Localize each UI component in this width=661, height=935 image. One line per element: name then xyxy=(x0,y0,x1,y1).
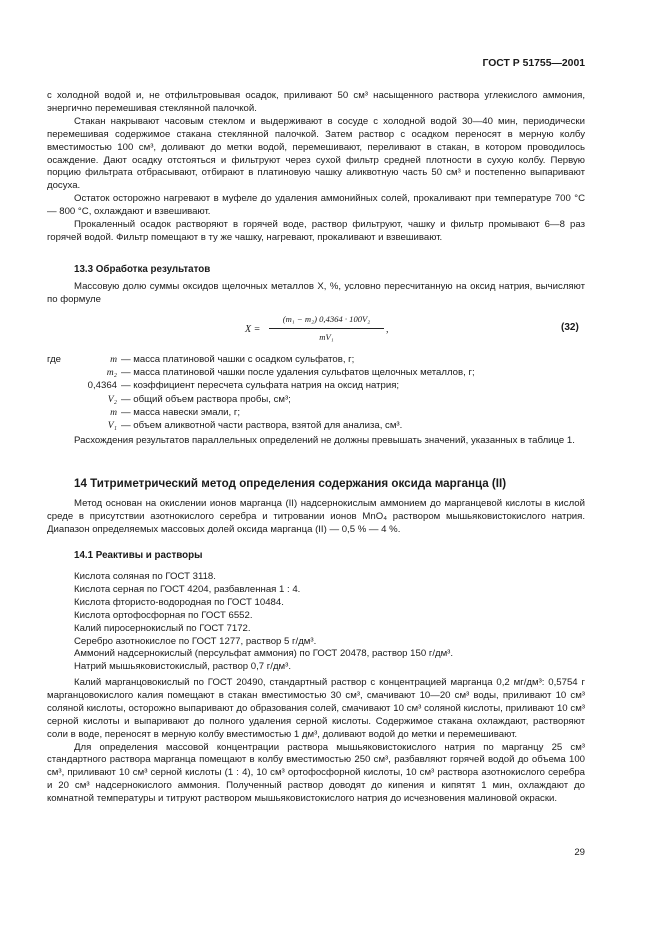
definition-symbol: V₂ xyxy=(107,393,117,405)
paragraph-settling: Стакан накрывают часовым стеклом и выдерживают в сосуде с холодной водой 30—40 мин, периодически перемешивая содержимое стакана стеклянной палочкой. Затем раствор с осадком переносят в мерную колбу вместимостью 100 см³, доливают до метки водой, перемешивают, переливают в стакан, в котором проводилось осаждение. Дают осадку отстояться и фильтруют через сухой фильтр средней плотности в сухую колбу. Первую порцию фильтрата отбрасывают, отбирают в платиновую чашку аликвотную часть 50 см³ и постепенно выпаривают досуха. xyxy=(47,115,585,192)
section-14-1-title: 14.1 Реактивы и растворы xyxy=(74,550,203,561)
definition-text: — общий объем раствора пробы, см³; xyxy=(121,393,291,405)
section-13-3-intro: Массовую долю суммы оксидов щелочных металлов X, %, условно пересчитанную на оксид натрия, вычисляют по формуле xyxy=(47,281,585,305)
definition-symbol: V₁ xyxy=(107,419,117,431)
reagents-list xyxy=(47,571,585,674)
definition-symbol: m xyxy=(110,354,117,365)
definition-text: — масса платиновой чашки с осадком сульфатов, г; xyxy=(121,354,355,365)
formula-numerator: (m₁ − m₂) 0,4364 · 100V₂ xyxy=(282,314,371,324)
where-label: где xyxy=(47,354,62,365)
definition-row xyxy=(47,354,585,367)
fraction-bar xyxy=(269,328,384,329)
reagent-item: Кислота соляная по ГОСТ 3118. xyxy=(74,571,216,582)
section-14-intro: Метод основан на окислении ионов марганца (II) надсернокислым аммонием до марганцевой кислоты в кислой среде в присутствии азотнокислого серебра и титровании ионов MnO₄ раствором мышьяковистокислого натрия. Диапазон определяемых массовых долей оксида марганца (II) — 0,5 % — 4 %. xyxy=(47,498,585,535)
reagent-item: Кислота серная по ГОСТ 4204, разбавленная 1 : 4. xyxy=(74,583,301,595)
paragraph-dissolving: Прокаленный осадок растворяют в горячей воде, раствор фильтруют, чашку и фильтр промывают 6—8 раз горячей водой. Фильтр помещают в ту же чашку, нагревают, прокаливают и взвешивают. xyxy=(47,219,585,243)
definition-symbol: m xyxy=(110,406,117,418)
reagent-item: Натрий мышьяковистокислый, раствор 0,7 г/дм³. xyxy=(74,661,292,673)
section-14-title: 14 Титриметрический метод определения содержания оксида марганца (II) xyxy=(74,477,507,490)
definition-row xyxy=(47,394,585,407)
definition-symbol: 0,4364 xyxy=(87,380,117,392)
page-number: 29 xyxy=(574,847,585,858)
reagent-item: Калий пиросернокислый по ГОСТ 7172. xyxy=(74,622,251,634)
definition-text: — коэффициент пересчета сульфата натрия на оксид натрия; xyxy=(121,380,400,392)
paragraph-continuation: с холодной водой и, не отфильтровывая осадок, приливают 50 см³ насыщенного раствора углекислого аммония, энергично перемешивая стеклянной палочкой. xyxy=(47,90,585,114)
definition-row xyxy=(47,420,585,433)
definition-row xyxy=(47,407,585,420)
definition-text: — объем аликвотной части раствора, взятой для анализа, см³. xyxy=(121,419,403,431)
top-text-block xyxy=(47,90,585,245)
definition-text: — масса платиновой чашки после удаления сульфатов щелочных металлов, г; xyxy=(121,367,475,379)
variable-definitions xyxy=(47,354,585,448)
definition-row xyxy=(47,380,585,393)
section-13-3-outro: Расхождения результатов параллельных определений не должны превышать значений, указанных в таблице 1. xyxy=(74,435,575,447)
permanganate-paragraph: Калий марганцовокислый по ГОСТ 20490, стандартный раствор с концентрацией марганца 0,2 мг/дм³: 0,5754 г марганцовокислого калия помещают в стакан вместимостью 30 см³, смачивают 10—20 см³ воды, приливают 10 см³ соляной кислоты, осторожно выпаривают до образования солей, смачивают 10 см³ соляной кислоты, приливают 10 см³ серной кислоты и выпаривают до полного удаления серной кислоты. Содержимое стакана охлаждают, растворяют соли в воде, переносят в мерную колбу вместимостью 1 дм³, доливают водой до метки и перемешивают. xyxy=(47,677,585,740)
reagent-item: Аммоний надсернокислый (персульфат аммония) по ГОСТ 20478, раствор 150 г/дм³. xyxy=(74,648,454,660)
definition-text: — масса навески эмали, г; xyxy=(121,406,241,418)
formula-denominator: mV₁ xyxy=(319,332,334,342)
paragraph-calcining: Остаток осторожно нагревают в муфеле до удаления аммонийных солей, прокаливают при температуре 700 °С — 800 °С, охлаждают и взвешивают. xyxy=(47,193,585,218)
reagent-item: Кислота ортофосфорная по ГОСТ 6552. xyxy=(74,609,253,621)
formula-comma: , xyxy=(386,324,389,335)
formula-lhs: X = xyxy=(245,324,261,335)
titer-paragraph: Для определения массовой концентрации раствора мышьяковистокислого натрия по марганцу 25 см³ стандартного раствора марганца помещают в колбу вместимостью 250 см³, разбавляют горячей водой до объема 100 см³, приливают 10 см³ серной кислоты (1 : 4), 10 см³ ортофосфорной кислоты, 10 см³ раствора азотнокислого серебра и 20 см³ надсернокислого аммония. Полученный раствор доводят до кипения и кипятят 1 мин, охлаждают до комнатной температуры и титруют раствором мышьяковистокислого натрия до исчезновения малиновой окраски. xyxy=(47,741,585,805)
standard-header: ГОСТ Р 51755—2001 xyxy=(482,58,585,69)
formula-32 xyxy=(245,313,525,349)
reagent-item: Серебро азотнокислое по ГОСТ 1277, раствор 5 г/дм³. xyxy=(74,635,317,647)
equation-number: (32) xyxy=(561,322,579,333)
reagent-item: Кислота фтористо-водородная по ГОСТ 10484. xyxy=(74,596,284,608)
definition-row xyxy=(47,367,585,380)
definition-symbol: m₂ xyxy=(106,367,117,379)
section-13-3-title: 13.3 Обработка результатов xyxy=(74,264,211,275)
